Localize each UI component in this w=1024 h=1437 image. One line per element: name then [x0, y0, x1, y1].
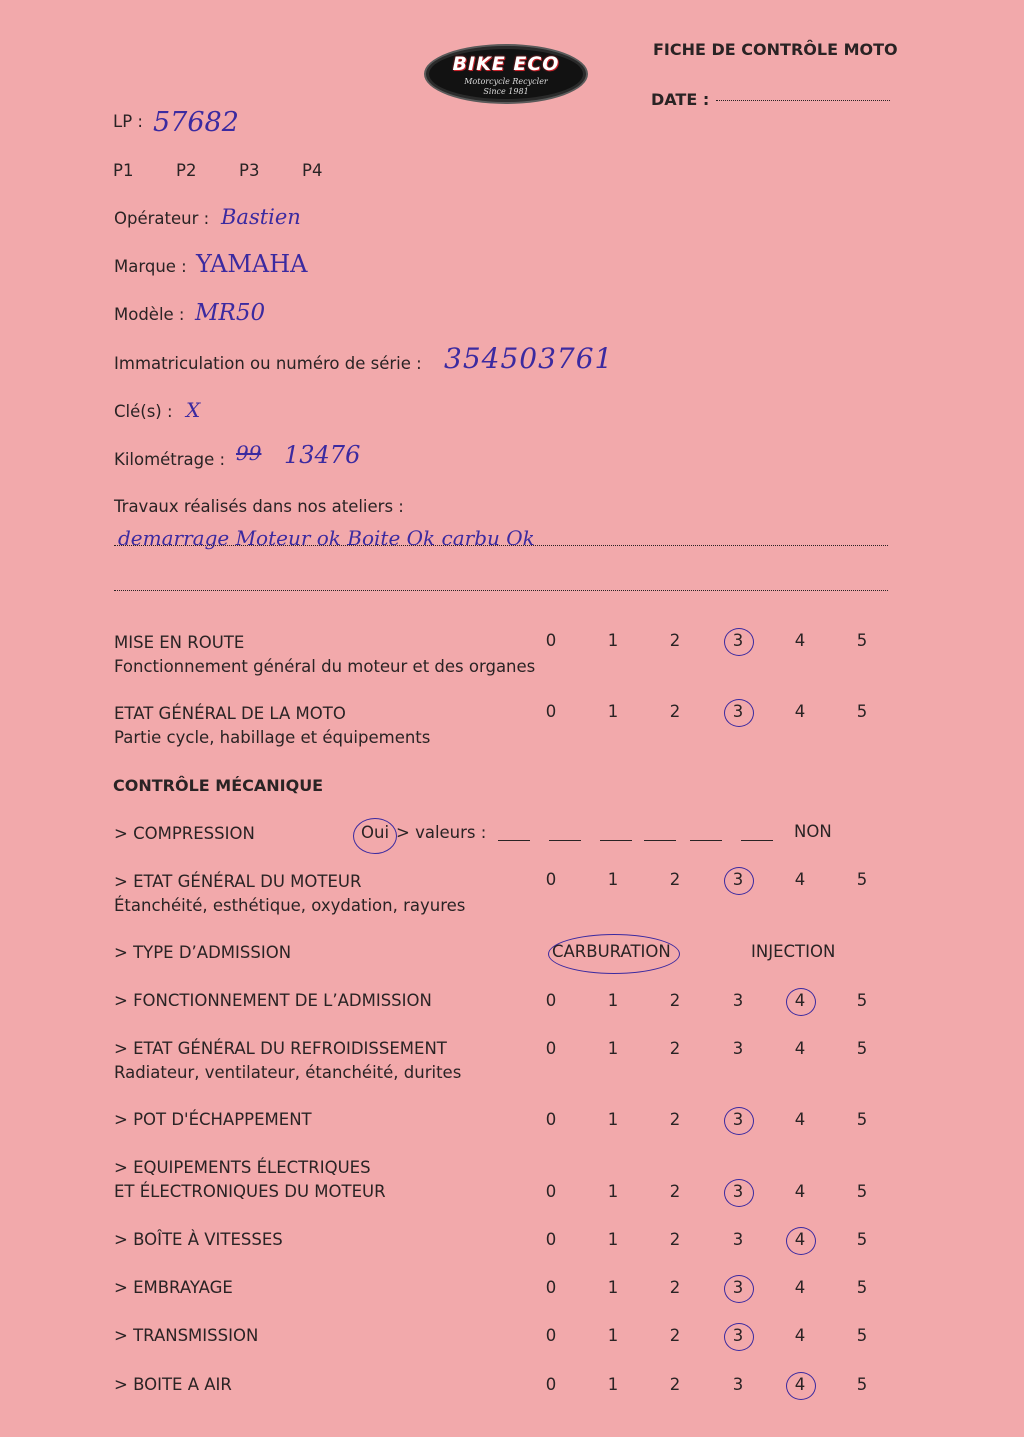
gearbox-title: > BOÎTE À VITESSES: [114, 1230, 283, 1249]
model-value[interactable]: MR50: [195, 300, 266, 326]
transmission-score-5[interactable]: 5: [856, 1326, 868, 1345]
electrical-selected-circle: [724, 1179, 754, 1207]
engine-score-5[interactable]: 5: [856, 870, 868, 889]
intake-function-score-3[interactable]: 3: [732, 991, 744, 1010]
airbox-score-1[interactable]: 1: [607, 1375, 619, 1394]
cooling-score-5[interactable]: 5: [856, 1039, 868, 1058]
cooling-score-3[interactable]: 3: [732, 1039, 744, 1058]
exhaust-score-1[interactable]: 1: [607, 1110, 619, 1129]
transmission-score-0[interactable]: 0: [545, 1326, 557, 1345]
transmission-score-3[interactable]: 3: [732, 1326, 744, 1345]
intake-function-score-5[interactable]: 5: [856, 991, 868, 1010]
mileage-label: Kilométrage :: [114, 450, 226, 469]
exhaust-score-2[interactable]: 2: [669, 1110, 681, 1129]
carburation-circle: [548, 934, 680, 974]
engine-score-0[interactable]: 0: [545, 870, 557, 889]
logo-since: Since 1981: [483, 87, 529, 96]
cooling-title: > ETAT GÉNÉRAL DU REFROIDISSEMENT: [114, 1039, 447, 1058]
exhaust-selected-circle: [724, 1107, 754, 1135]
clutch-score-3[interactable]: 3: [732, 1278, 744, 1297]
electrical-title: > EQUIPEMENTS ÉLECTRIQUES: [114, 1158, 371, 1177]
mise-en-route-score-5[interactable]: 5: [856, 631, 868, 650]
operator-label: Opérateur :: [114, 209, 210, 228]
exhaust-score-3[interactable]: 3: [732, 1110, 744, 1129]
clutch-score-0[interactable]: 0: [545, 1278, 557, 1297]
compression-values-label: > valeurs :: [396, 823, 487, 842]
mileage-value[interactable]: 13476: [284, 441, 361, 469]
mise-en-route-score-0[interactable]: 0: [545, 631, 557, 650]
electrical-title-2: ET ÉLECTRONIQUES DU MOTEUR: [114, 1182, 386, 1201]
gearbox-selected-circle: [786, 1227, 816, 1255]
gearbox-score-0[interactable]: 0: [545, 1230, 557, 1249]
cooling-score-4[interactable]: 4: [794, 1039, 806, 1058]
etat-moto-score-4[interactable]: 4: [794, 702, 806, 721]
priority-p3[interactable]: P3: [239, 161, 260, 180]
works-line-1[interactable]: [114, 545, 888, 546]
keys-label: Clé(s) :: [114, 402, 173, 421]
engine-title: > ETAT GÉNÉRAL DU MOTEUR: [114, 872, 362, 891]
clutch-selected-circle: [724, 1275, 754, 1303]
operator-value[interactable]: Bastien: [221, 205, 301, 229]
etat-moto-score-1[interactable]: 1: [607, 702, 619, 721]
date-field[interactable]: [716, 100, 890, 101]
etat-moto-title: ETAT GÉNÉRAL DE LA MOTO: [114, 704, 346, 723]
works-line-2[interactable]: [114, 590, 888, 591]
intake-injection[interactable]: INJECTION: [751, 942, 836, 961]
electrical-score-3[interactable]: 3: [732, 1182, 744, 1201]
airbox-score-5[interactable]: 5: [856, 1375, 868, 1394]
compression-blank-6[interactable]: [741, 840, 773, 841]
mise-en-route-subtitle: Fonctionnement général du moteur et des organes: [114, 657, 536, 676]
mileage-crossed: 99: [236, 441, 262, 465]
compression-label: > COMPRESSION: [114, 824, 255, 843]
clutch-score-5[interactable]: 5: [856, 1278, 868, 1297]
electrical-score-1[interactable]: 1: [607, 1182, 619, 1201]
serial-label: Immatriculation ou numéro de série :: [114, 354, 422, 373]
clutch-title: > EMBRAYAGE: [114, 1278, 233, 1297]
gearbox-score-4[interactable]: 4: [794, 1230, 806, 1249]
compression-blank-1[interactable]: [498, 840, 530, 841]
works-value[interactable]: demarrage Moteur ok Boite Ok carbu Ok: [118, 526, 535, 550]
bike-eco-logo: [424, 44, 588, 104]
gearbox-score-2[interactable]: 2: [669, 1230, 681, 1249]
etat-moto-score-3[interactable]: 3: [732, 702, 744, 721]
brand-value[interactable]: YAMAHA: [196, 250, 308, 278]
compression-blank-4[interactable]: [644, 840, 676, 841]
engine-selected-circle: [724, 867, 754, 895]
engine-score-1[interactable]: 1: [607, 870, 619, 889]
mechanical-heading: CONTRÔLE MÉCANIQUE: [113, 776, 324, 795]
airbox-selected-circle: [786, 1372, 816, 1400]
brand-label: Marque :: [114, 257, 187, 276]
cooling-subtitle: Radiateur, ventilateur, étanchéité, durites: [114, 1063, 462, 1082]
engine-score-3[interactable]: 3: [732, 870, 744, 889]
electrical-score-0[interactable]: 0: [545, 1182, 557, 1201]
gearbox-score-1[interactable]: 1: [607, 1230, 619, 1249]
compression-blank-5[interactable]: [690, 840, 722, 841]
intake-carburation[interactable]: CARBURATION: [552, 942, 671, 961]
exhaust-title: > POT D'ÉCHAPPEMENT: [114, 1110, 312, 1129]
gearbox-score-5[interactable]: 5: [856, 1230, 868, 1249]
airbox-score-0[interactable]: 0: [545, 1375, 557, 1394]
model-label: Modèle :: [114, 305, 185, 324]
etat-moto-score-2[interactable]: 2: [669, 702, 681, 721]
lp-label: LP :: [113, 112, 143, 131]
priority-p1[interactable]: P1: [113, 161, 134, 180]
lp-value[interactable]: 57682: [153, 107, 239, 138]
cooling-score-2[interactable]: 2: [669, 1039, 681, 1058]
intake-function-title: > FONCTIONNEMENT DE L’ADMISSION: [114, 991, 432, 1010]
keys-value[interactable]: X: [186, 398, 201, 422]
airbox-score-4[interactable]: 4: [794, 1375, 806, 1394]
compression-yes-circle: [353, 818, 397, 854]
airbox-title: > BOITE A AIR: [114, 1375, 232, 1394]
airbox-score-3[interactable]: 3: [732, 1375, 744, 1394]
compression-blank-2[interactable]: [549, 840, 581, 841]
electrical-score-5[interactable]: 5: [856, 1182, 868, 1201]
exhaust-score-5[interactable]: 5: [856, 1110, 868, 1129]
transmission-score-2[interactable]: 2: [669, 1326, 681, 1345]
engine-subtitle: Étanchéité, esthétique, oxydation, rayures: [114, 896, 466, 915]
intake-function-score-1[interactable]: 1: [607, 991, 619, 1010]
transmission-selected-circle: [724, 1323, 754, 1351]
mise-en-route-score-2[interactable]: 2: [669, 631, 681, 650]
compression-yes[interactable]: Oui: [361, 823, 390, 842]
logo-text: BIKE ECO: [452, 53, 560, 75]
compression-no[interactable]: NON: [794, 822, 832, 841]
intake-function-selected-circle: [786, 988, 816, 1016]
intake-type-label: > TYPE D’ADMISSION: [114, 943, 292, 962]
mise-en-route-selected-circle: [724, 628, 754, 656]
etat-moto-score-5[interactable]: 5: [856, 702, 868, 721]
date-label: DATE :: [651, 90, 710, 109]
electrical-score-4[interactable]: 4: [794, 1182, 806, 1201]
works-label: Travaux réalisés dans nos ateliers :: [114, 497, 404, 516]
mise-en-route-title: MISE EN ROUTE: [114, 633, 245, 652]
electrical-score-2[interactable]: 2: [669, 1182, 681, 1201]
intake-function-score-4[interactable]: 4: [794, 991, 806, 1010]
gearbox-score-3[interactable]: 3: [732, 1230, 744, 1249]
mise-en-route-score-3[interactable]: 3: [732, 631, 744, 650]
etat-moto-score-0[interactable]: 0: [545, 702, 557, 721]
compression-blank-3[interactable]: [600, 840, 632, 841]
etat-moto-subtitle: Partie cycle, habillage et équipements: [114, 728, 431, 747]
airbox-score-2[interactable]: 2: [669, 1375, 681, 1394]
mise-en-route-score-1[interactable]: 1: [607, 631, 619, 650]
exhaust-score-4[interactable]: 4: [794, 1110, 806, 1129]
transmission-score-4[interactable]: 4: [794, 1326, 806, 1345]
cooling-score-1[interactable]: 1: [607, 1039, 619, 1058]
cooling-score-0[interactable]: 0: [545, 1039, 557, 1058]
intake-function-score-2[interactable]: 2: [669, 991, 681, 1010]
transmission-score-1[interactable]: 1: [607, 1326, 619, 1345]
exhaust-score-0[interactable]: 0: [545, 1110, 557, 1129]
engine-score-2[interactable]: 2: [669, 870, 681, 889]
intake-function-score-0[interactable]: 0: [545, 991, 557, 1010]
serial-value[interactable]: 354503761: [444, 342, 614, 375]
form-title: FICHE DE CONTRÔLE MOTO: [653, 40, 898, 59]
priority-p4[interactable]: P4: [302, 161, 323, 180]
clutch-score-2[interactable]: 2: [669, 1278, 681, 1297]
engine-score-4[interactable]: 4: [794, 870, 806, 889]
transmission-title: > TRANSMISSION: [114, 1326, 259, 1345]
clutch-score-4[interactable]: 4: [794, 1278, 806, 1297]
mise-en-route-score-4[interactable]: 4: [794, 631, 806, 650]
etat-moto-selected-circle: [724, 699, 754, 727]
clutch-score-1[interactable]: 1: [607, 1278, 619, 1297]
logo-subtitle: Motorcycle Recycler: [464, 77, 548, 86]
priority-p2[interactable]: P2: [176, 161, 197, 180]
